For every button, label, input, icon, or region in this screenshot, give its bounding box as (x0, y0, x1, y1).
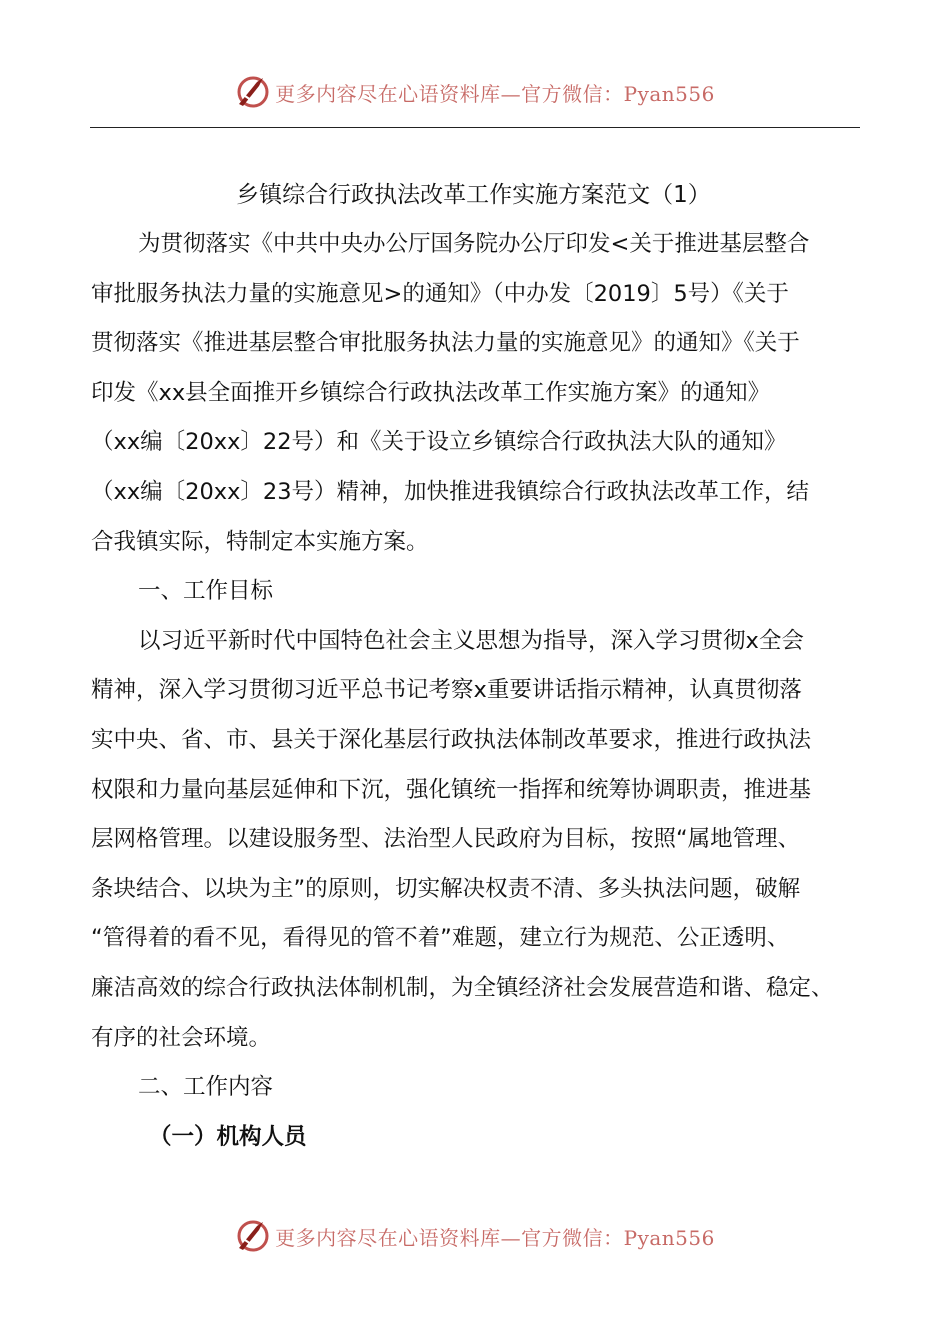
text-line: 权限和力量向基层延伸和下沉，强化镇统一指挥和统筹协调职责，推进基 (91, 776, 812, 803)
text-line: 层网格管理。以建设服务型、法治型人民政府为目标，按照“属地管理、 (91, 826, 801, 853)
subsection-heading-staff (91, 1113, 866, 1163)
document-body (91, 170, 866, 1162)
text-line: 条块结合、以块为主”的原则，切实解决权责不清、多头执法问题，破解 (91, 875, 801, 902)
text-line: “管得着的看不见，看得见的管不着”难题，建立行为规范、公正透明、 (91, 925, 790, 952)
text-line: 贯彻落实《推进基层整合审批服务执法力量的实施意见》的通知》《关于 (91, 330, 800, 357)
text-line: （xx编〔20xx〕23号）精神，加快推进我镇综合行政执法改革工作，结 (91, 478, 810, 505)
section-heading-goals (91, 567, 866, 617)
footer-banner (0, 1216, 950, 1256)
header-banner-text: 更多内容尽在心语资料库—官方微信：Pyan556 (275, 81, 715, 106)
section-heading-text: 一、工作目标 (138, 578, 274, 605)
footer-banner-text: 更多内容尽在心语资料库—官方微信：Pyan556 (275, 1225, 715, 1250)
text-line: 廉洁高效的综合行政执法体制机制，为全镇经济社会发展营造和谐、稳定、 (91, 974, 834, 1001)
section-heading-content (91, 1063, 866, 1113)
text-line: 以习近平新时代中国特色社会主义思想为指导，深入学习贯彻x全会 (138, 627, 804, 654)
intro-paragraph (91, 220, 866, 567)
subsection-heading-text: （一）机构人员 (149, 1123, 307, 1150)
document-title: 乡镇综合行政执法改革工作实施方案范文（1） (236, 182, 711, 208)
text-line: 为贯彻落实《中共中央办公厅国务院办公厅印发<关于推进基层整合 (138, 231, 810, 257)
text-line: 合我镇实际，特制定本实施方案。 (91, 528, 429, 555)
pen-logo-icon (235, 1218, 271, 1254)
text-line: （xx编〔20xx〕22号）和《关于设立乡镇综合行政执法大队的通知》 (91, 429, 787, 456)
text-line: 精神，深入学习贯彻习近平总书记考察x重要讲话指示精神，认真贯彻落 (91, 677, 802, 704)
text-line: 审批服务执法力量的实施意见>的通知》（中办发〔2019〕5号）《关于 (91, 280, 789, 307)
header-divider (90, 127, 860, 128)
goals-paragraph (91, 617, 866, 1063)
pen-logo-icon (235, 74, 271, 110)
text-line: 印发《xx县全面推开乡镇综合行政执法改革工作实施方案》的通知》 (91, 379, 771, 406)
text-line: 实中央、省、市、县关于深化基层行政执法体制改革要求，推进行政执法 (91, 726, 812, 753)
header-banner (0, 72, 950, 112)
text-line: 有序的社会环境。 (91, 1024, 272, 1051)
section-heading-text: 二、工作内容 (138, 1074, 274, 1101)
